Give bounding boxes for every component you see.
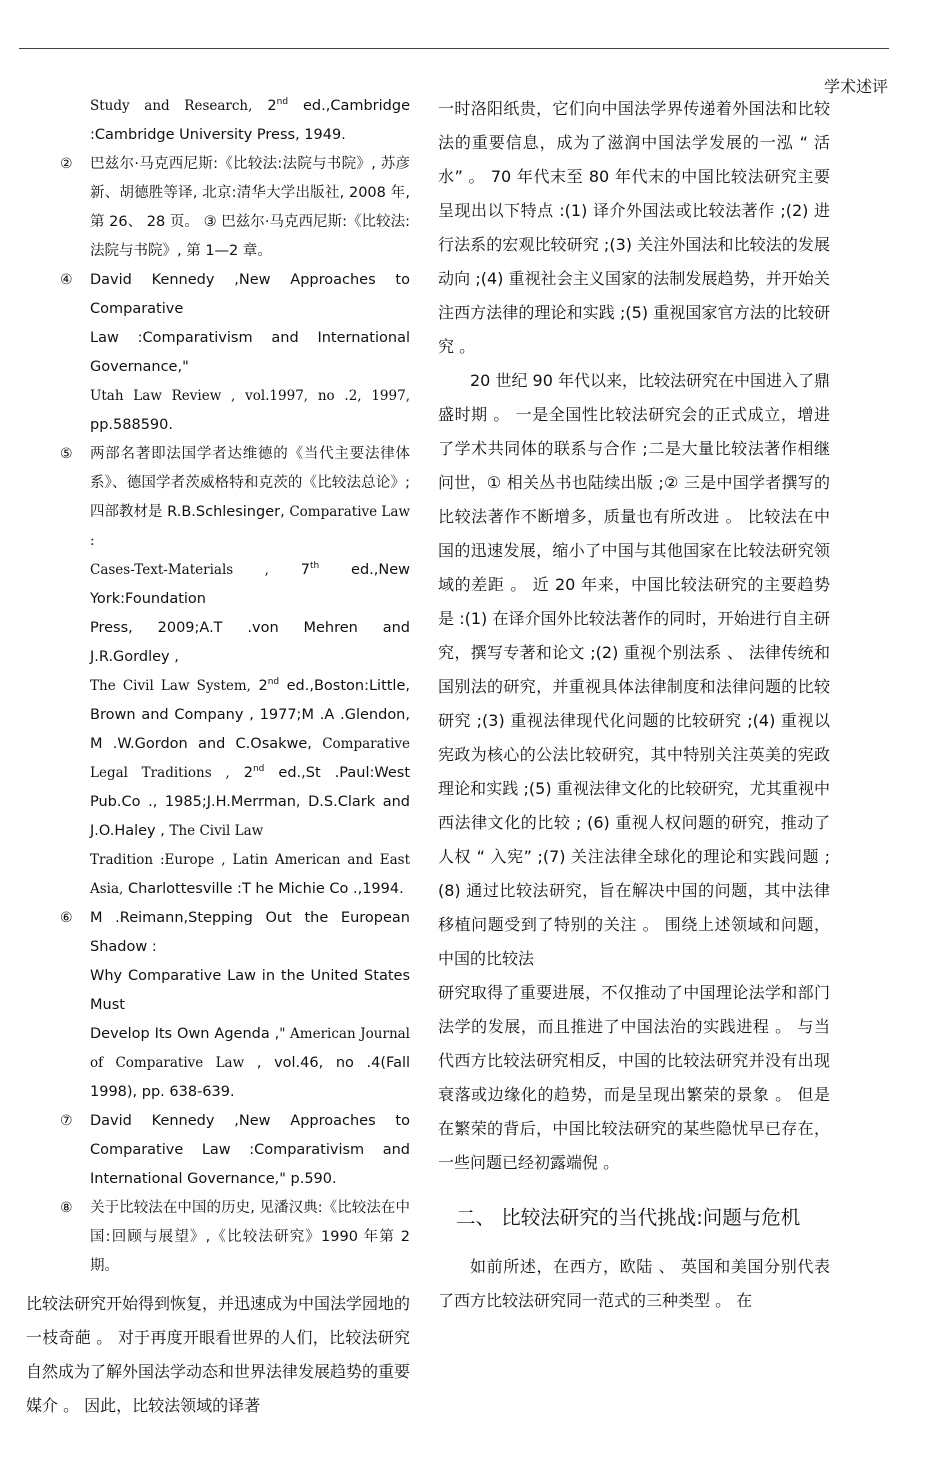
note-text: ed.,Boston:Little, Brown and Company , 1977;M .A .Glendon, M .W.Gordon and C.Osakwe,: [90, 678, 410, 752]
note-text: Comparative Legal Traditions ,: [90, 736, 410, 781]
footnote-7: [26, 1107, 410, 1194]
body-paragraph: 如前所述，在西方，欧陆 、 英国和美国分别代表了西方比较法研究同一范式的三种类型 。 在: [438, 1257, 830, 1310]
footnote-4: [26, 266, 410, 440]
note-text: 2: [243, 765, 253, 781]
note-text: The Civil Law System,: [90, 678, 251, 694]
header-rule: [19, 48, 889, 49]
section-label: 学术述评: [823, 77, 888, 96]
note-text: Develop Its Own Agenda ,: [90, 1026, 280, 1042]
note-text: 巴兹尔·马克西尼斯:《比较法:法院与书院》, 苏彦新、胡德胜等译, 北京:清华大学出版社, 2008 年, 第 26、 28 页。 ③ 巴兹尔·马克西尼斯:《比较法:法院与书院》, 第 1—2 章。: [90, 156, 410, 259]
footnote-marker: ⑧: [60, 1200, 73, 1216]
note-sup: nd: [276, 97, 289, 108]
note-text: Press, 2009;A.T .von Mehren and J.R.Gordley ,: [90, 620, 410, 665]
footnotes: [26, 92, 410, 1281]
note-text: " American Journal of Comparative Law: [90, 1026, 411, 1071]
note-text: Cases-Text-Materials ,: [90, 562, 269, 578]
note-text: ed.,St .Paul:West Pub.Co ., 1985;J.H.Merrman, D.S.Clark and J.O.Haley ,: [90, 765, 411, 839]
body-paragraph: 研究取得了重要进展，不仅推动了中国理论法学和部门法学的发展，而且推进了中国法治的实践进程 。 与当代西方比较法研究相反，中国的比较法研究并没有出现衰落或边缘化的趋势，而是呈现出繁荣的景象 。 但是在繁荣的背后，中国比较法研究的某些隐忧早已存在，一些问题已经初露端倪 。: [438, 983, 830, 1172]
right-column: [438, 92, 830, 1318]
note-text: ed.,New York:Foundation: [90, 562, 411, 607]
note-text: 2: [267, 98, 277, 114]
note-text: ed.,Cambridge :Cambridge University Press, 1949.: [90, 98, 410, 143]
note-text: Tradition :Europe , Latin American and East Asia,: [90, 852, 410, 897]
footnote-6: [26, 904, 410, 1107]
note-text: Why Comparative Law in the United States Must: [90, 968, 410, 1013]
footnote-marker: ④: [60, 272, 73, 288]
note-text: M .Reimann,Stepping Out the European Shadow :: [90, 910, 410, 955]
note-text: 2: [258, 678, 268, 694]
note-text: 7: [300, 562, 310, 578]
footnote-1-continued: [26, 92, 410, 150]
note-text: pp.588590.: [90, 417, 173, 433]
footnote-marker: ⑥: [60, 910, 73, 926]
note-text: Study and Research,: [90, 98, 253, 114]
left-column: [26, 92, 410, 1423]
footnote-marker: ⑦: [60, 1113, 73, 1129]
footnote-marker: ⑤: [60, 446, 73, 462]
section-heading: 二、 比较法研究的当代挑战:问题与危机: [456, 1206, 801, 1229]
note-text: David Kennedy ,New Approaches to Comparative Law :Comparativism and International Governance," p.590.: [90, 1113, 410, 1187]
note-text: 两部名著即法国学者达维德的《当代主要法律体系》、德国学者茨威格特和克茨的《比较法总论》; 四部教材是 R.B.Schlesinger,: [90, 446, 410, 520]
note-sup: th: [310, 561, 320, 572]
body-paragraph: 一时洛阳纸贵，它们向中国法学界传递着外国法和比较法的重要信息，成为了滋润中国法学发展的一泓 “ 活水” 。 70 年代末至 80 年代末的中国比较法研究主要呈现出以下特点 :(1) 译介外国法或比较法著作 ;(2) 进行法系的宏观比较研究 ;(3) 关注外国法和比较法的发展动向 ;(4) 重视社会主义国家的法制发展趋势，并开始关注西方法律的理论和实践 ;(5) 重视国家官方法的比较研究 。: [438, 99, 830, 356]
footnote-2: [26, 150, 410, 266]
body-paragraph: 比较法研究开始得到恢复，并迅速成为中国法学园地的一枝奇葩 。 对于再度开眼看世界的人们，比较法研究自然成为了解外国法学动态和世界法律发展趋势的重要媒介 。 因此，比较法领域的译著: [26, 1294, 411, 1415]
footnote-5: [26, 440, 410, 904]
note-sup: nd: [252, 764, 265, 775]
note-text: Utah Law Review , vol.1997, no .2, 1997,: [90, 388, 410, 404]
footnote-marker: ②: [60, 156, 73, 172]
note-text: Law :Comparativism and International Governance,": [90, 330, 410, 375]
note-sup: nd: [267, 677, 280, 688]
note-text: The Civil Law: [169, 823, 264, 839]
body-paragraph: 20 世纪 90 年代以来，比较法研究在中国进入了鼎盛时期 。 一是全国性比较法研究会的正式成立，增进了学术共同体的联系与合作 ;二是大量比较法著作相继问世，① 相关丛书也陆续出版 ;② 三是中国学者撰写的比较法著作不断增多，质量也有所改进 。 比较法在中国的迅速发展，缩小了中国与其他国家在比较法研究领域的差距 。 近 20 年来，中国比较法研究的主要趋势是 :(1) 在译介国外比较法著作的同时，开始进行自主研究，撰写专著和论文 ;(2) 重视个别法系 、 法律传统和国别法的研究，并重视具体法律制度和法律问题的比较研究 ;(3) 重视法律现代化问题的比较研究 ;(4) 重视以宪政为核心的公法比较研究，其中特别关注英美的宪政理论和实践 ;(5) 重视法律文化的比较研究，尤其重视中西法律文化的比较 ; (6) 重视人权问题的研究，推动了人权 “ 入宪” ;(7) 关注法律全球化的理论和实践问题 ;(8) 通过比较法研究，旨在解决中国的问题，其中法律移植问题受到了特别的关注 。 围绕上述领域和问题，中国的比较法: [438, 371, 830, 968]
note-text: 关于比较法在中国的历史, 见潘汉典:《比较法在中国:回顾与展望》,《比较法研究》1990 年第 2 期。: [90, 1200, 410, 1274]
note-text: , vol.46, no .4(Fall 1998), pp. 638-639.: [90, 1055, 411, 1100]
note-text: David Kennedy ,New Approaches to Comparative: [90, 272, 410, 317]
note-text: Charlottesville :T he Michie Co .,1994.: [127, 881, 404, 897]
footnote-8: [26, 1194, 410, 1281]
note-text: Comparative Law :: [90, 504, 410, 549]
